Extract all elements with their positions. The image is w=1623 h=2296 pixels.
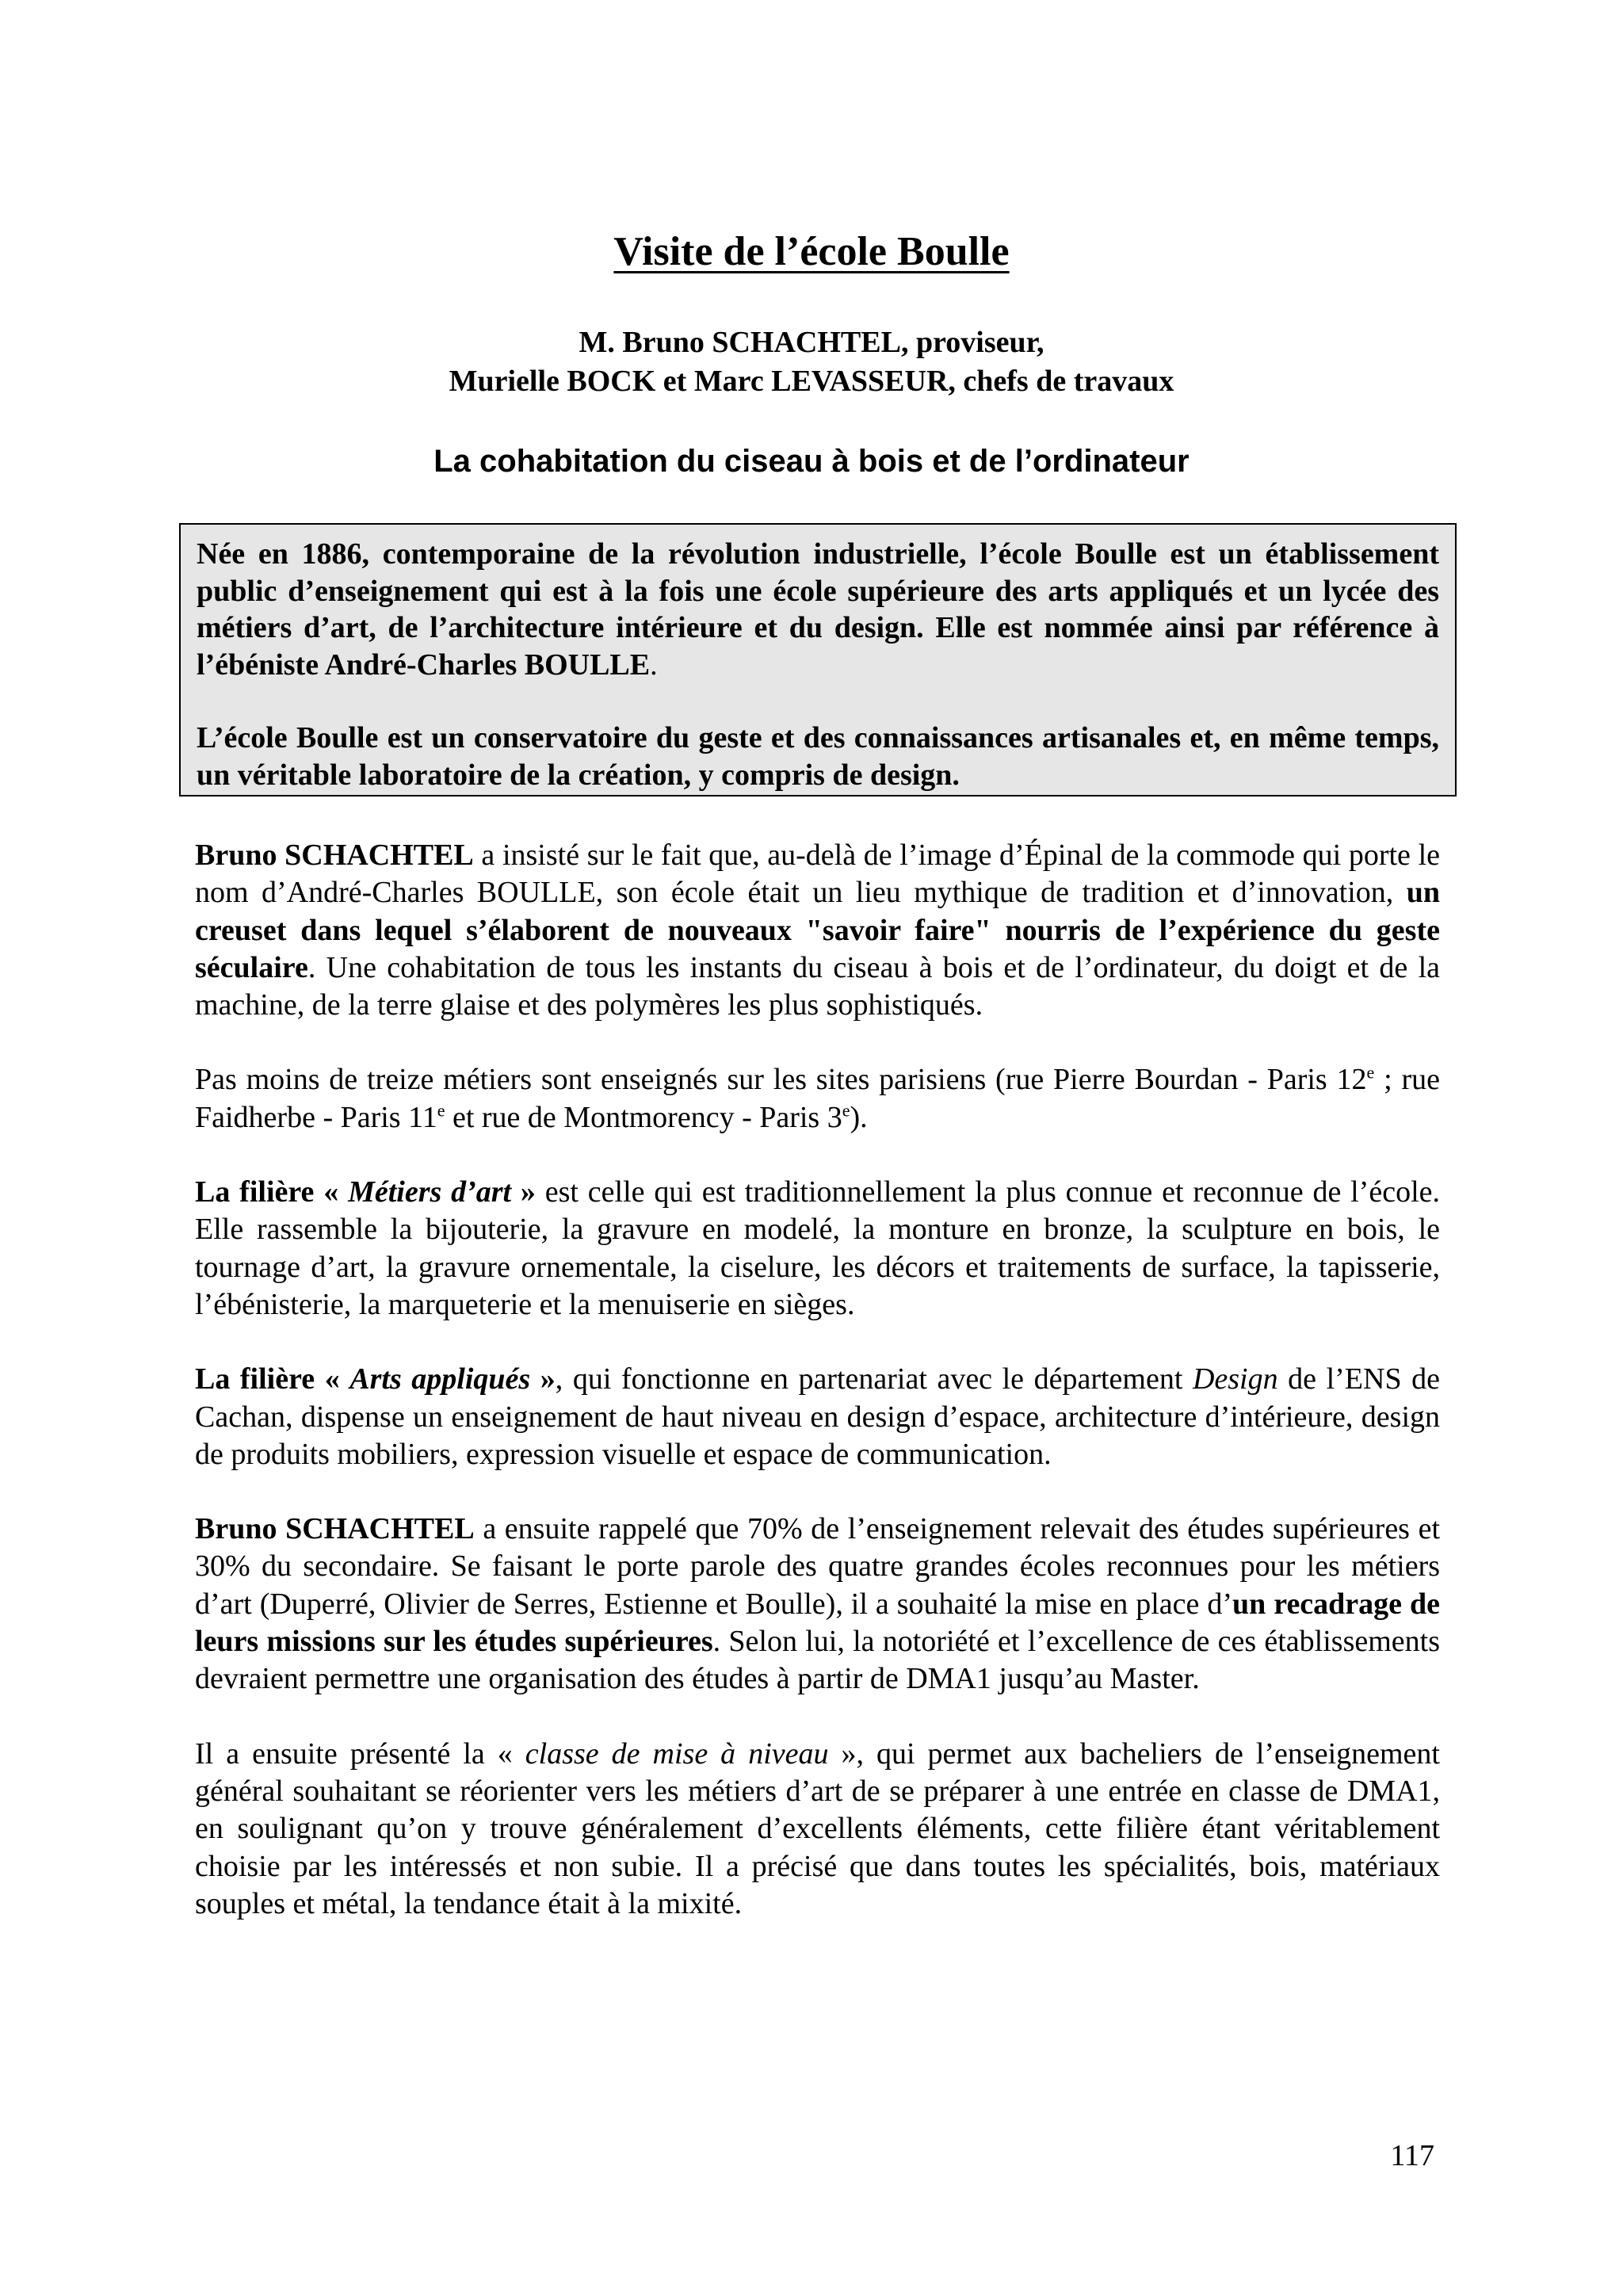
summary-paragraph-1 — [197, 536, 1439, 683]
page-title: Visite de l’école Boulle — [613, 229, 1010, 274]
summary-paragraph-2: L’école Boulle est un conservatoire du geste et des connaissances artisanales et, en même temps, un véritable laboratoire de la création, y compris de design. — [197, 721, 1439, 792]
paragraph-4 — [195, 1361, 1440, 1473]
body-text — [195, 837, 1440, 1960]
filiere-label-1-name: Métiers d’art — [348, 1175, 512, 1209]
filiere-label-1-a: La filière « — [195, 1175, 349, 1209]
speaker-name-2: Bruno SCHACHTEL — [195, 1512, 475, 1546]
filiere-label-2-a: La filière « — [195, 1362, 350, 1396]
section-subtitle: La cohabitation du ciseau à bois et de l’ordinateur — [433, 444, 1190, 479]
paragraph-4-text-a: , qui fonctionne en partenariat avec le département — [555, 1362, 1193, 1396]
paragraph-6 — [195, 1736, 1440, 1923]
filiere-label-2 — [195, 1362, 556, 1396]
summary-text-1: Née en 1886, contemporaine de la révolution industrielle, l’école Boulle est un établissement public d’enseignement qui est à la fois une école supérieure des arts appliqués et un lycée des métiers d’art, de l’architecture intérieure et du design. Elle est nommée ainsi par référence à l’ébéniste André-Charles BOULLE — [197, 537, 1439, 682]
paragraph-1 — [195, 837, 1440, 1024]
paragraph-1-text-b: . Une cohabitation de tous les instants du ciseau à bois et de l’ordinateur, du doigt et de la machine, de la terre glaise et des polymères les plus sophistiqués. — [195, 950, 1440, 1022]
paragraph-4-text-b: de l’ENS de Cachan, dispense un enseignement de haut niveau en design d’espace, architecture d’intérieure, design de produits mobiliers, expression visuelle et espace de communication. — [195, 1362, 1441, 1471]
authors-block — [0, 323, 1623, 401]
author-line-1: M. Bruno SCHACHTEL, proviseur, — [579, 326, 1044, 359]
paragraph-5-text-b: . Selon lui, la notoriété et l’excellence de ces établissements devraient permettre une organisation des études à partir de DMA1 jusqu’au Master. — [195, 1625, 1440, 1696]
filiere-label-2-b: » — [530, 1362, 556, 1396]
summary-text-1-end: . — [650, 648, 658, 682]
filiere-label-1-b: » — [511, 1175, 536, 1209]
author-line-2: Murielle BOCK et Marc LEVASSEUR, chefs de travaux — [449, 365, 1174, 398]
design-term: Design — [1192, 1362, 1278, 1396]
filiere-label-2-name: Arts appliqués — [349, 1362, 531, 1396]
page-number: 117 — [1390, 2139, 1434, 2172]
paragraph-6-text-b: », qui permet aux bacheliers de l’enseignement général souhaitant se réorienter vers les métiers d’art de se préparer à une entrée en classe de DMA1, en soulignant qu’on y trouve généralement d’excellents éléments, cette filière étant véritablement choisie par les intéressés et non subie. Il a précisé que dans toutes les spécialités, bois, matériaux souples et métal, la tendance était à la mixité. — [195, 1736, 1440, 1920]
paragraph-2-text-a: Pas moins de treize métiers sont enseignés sur les sites parisiens (rue Pierre Bourdan - Paris 12 — [195, 1063, 1367, 1097]
paragraph-1-emphasis: un creuset dans lequel s’élaborent de nouveaux "savoir faire" nourris de l’expérience du geste séculaire — [195, 876, 1440, 984]
superscript-2: e — [437, 1100, 445, 1121]
paragraph-2-text-c: et rue de Montmorency - Paris 3 — [445, 1100, 842, 1134]
summary-box — [179, 523, 1457, 797]
superscript-1: e — [1366, 1062, 1375, 1083]
superscript-3: e — [842, 1100, 850, 1121]
paragraph-5-emphasis: un recadrage de leurs missions sur les études supérieures — [195, 1587, 1441, 1659]
classe-term: classe de mise à niveau — [525, 1736, 829, 1771]
paragraph-2-text-b: ; rue Faidherbe - Paris 11 — [195, 1063, 1440, 1134]
paragraph-3 — [195, 1174, 1440, 1324]
paragraph-6-text-a: Il a ensuite présenté la « — [195, 1736, 525, 1771]
paragraph-5-text-a: a ensuite rappelé que 70% de l’enseignement relevait des études supérieures et 30% du secondaire. Se faisant le porte parole des quatre grandes écoles reconnues pour les métiers d’art (Duperré, Olivier de Serres, Estienne et Boulle), il a souhaité la mise en place d’ — [195, 1512, 1441, 1621]
speaker-name: Bruno SCHACHTEL — [195, 839, 474, 872]
paragraph-2-text-d: ). — [850, 1100, 868, 1134]
paragraph-2 — [195, 1061, 1440, 1137]
paragraph-3-text: est celle qui est traditionnellement la plus connue et reconnue de l’école. Elle rassemble la bijouterie, la gravure en modelé, la monture en bronze, la sculpture en bois, le tournage d’art, la gravure ornementale, la ciselure, les décors et traitements de surface, la tapisserie, l’ébénisterie, la marqueterie et la menuiserie en sièges. — [195, 1175, 1440, 1321]
paragraph-1-text-a: a insisté sur le fait que, au-delà de l’image d’Épinal de la commode qui porte le nom d’André-Charles BOULLE, son école était un lieu mythique de tradition et d’innovation, — [195, 839, 1440, 910]
filiere-label-1 — [195, 1175, 536, 1209]
paragraph-5 — [195, 1511, 1440, 1698]
